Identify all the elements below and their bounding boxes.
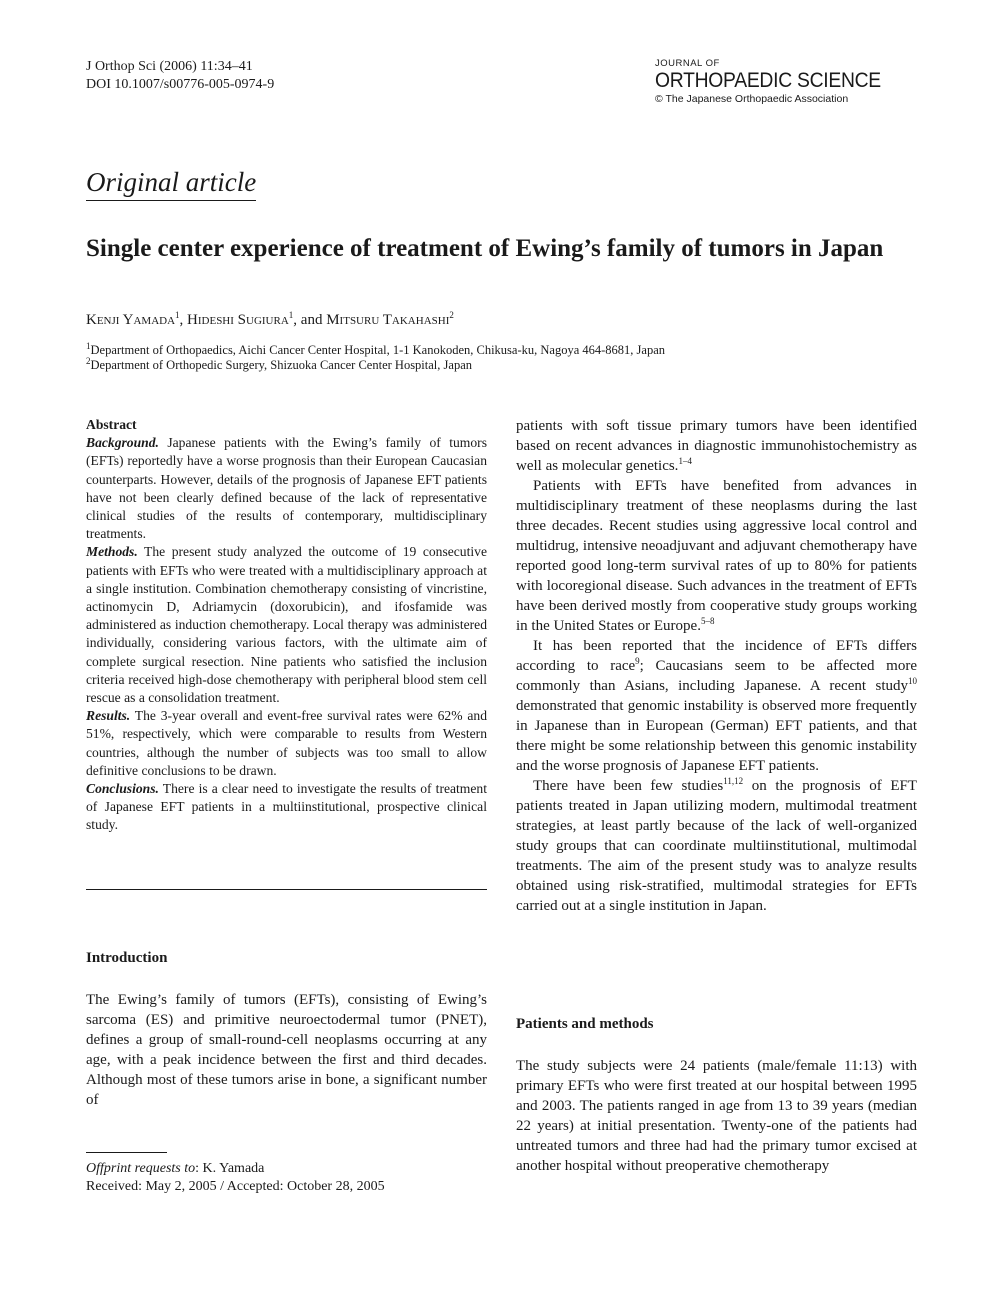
author-separator: , and bbox=[293, 312, 327, 328]
article-title: Single center experience of treatment of Ewing’s family of tumors in Japan bbox=[86, 235, 884, 262]
abstract bbox=[86, 416, 487, 835]
paragraph-text: There have been few studies bbox=[533, 778, 724, 794]
right-column-body bbox=[516, 416, 917, 916]
offprint-label: Offprint requests to bbox=[86, 1161, 196, 1176]
reference-sup: 5–8 bbox=[700, 616, 715, 626]
affiliation-sup: 1 bbox=[86, 340, 91, 351]
introduction-paragraph: The Ewing’s family of tumors (EFTs), consisting of Ewing’s sarcoma (ES) and primitive neuroectodermal tumor (PNET), defines a group of small-round-cell neoplasms occurring at any age, with a peak incidence between the first and third decades. Although most of these tumors arise in bone, a significant number of bbox=[86, 992, 487, 1108]
results-label: Results. bbox=[86, 708, 131, 724]
body-paragraph bbox=[516, 636, 917, 776]
author-list bbox=[86, 311, 454, 329]
footnote-divider bbox=[86, 1152, 167, 1153]
doi-line: DOI 10.1007/s00776-005-0974-9 bbox=[86, 77, 275, 92]
author-affil-sup: 2 bbox=[449, 310, 454, 320]
affiliation-text: Department of Orthopedic Surgery, Shizuoka Cancer Center Hospital, Japan bbox=[90, 358, 472, 372]
patients-methods-body bbox=[516, 1056, 917, 1176]
article-type-label: Original article bbox=[86, 166, 256, 201]
journal-of-label: JOURNAL OF bbox=[655, 58, 720, 69]
background-text: Japanese patients with the Ewing’s family of tumors (EFTs) reportedly have a worse prognosis than their European Caucasian counterparts. However, details of the prognosis of Japanese EFT patients have not been clearly defined because of the lack of representative clinical studies of the results of contemporary, multidisciplinary treatments. bbox=[86, 435, 487, 542]
introduction-body bbox=[86, 990, 487, 1110]
offprint-name: : K. Yamada bbox=[195, 1161, 265, 1176]
journal-logo bbox=[655, 58, 901, 106]
author-name: Hideshi Sugiura bbox=[187, 312, 289, 328]
abstract-heading: Abstract bbox=[86, 417, 137, 432]
results-text: The 3-year overall and event-free survival rates were 62% and 51%, respectively, which were comparable to results from Western countries, although the number of subjects was too small to allow definitive conclusions to be drawn. bbox=[86, 708, 487, 778]
paragraph-text: Patients with EFTs have benefited from advances in multidisciplinary treatment of these neoplasms during the last three decades. Recent studies using aggressive local control and multidrug, intensive neoadjuvant and adjuvant chemotherapy have reported good long-term survival rates of up to 80% for patients with locoregional disease. Such advances in the treatment of EFTs have been derived mostly from cooperative study groups working in the United States or Europe. bbox=[516, 478, 917, 634]
abstract-methods bbox=[86, 543, 487, 707]
journal-name: ORTHOPAEDIC SCIENCE bbox=[655, 69, 881, 92]
paragraph-text: It has been reported that the incidence of EFTs differs according to race bbox=[516, 638, 917, 674]
paragraph-text: demonstrated that genomic instability is observed more frequently in Japanese than in European (German) EFT patients, and that there might be some relationship between this genomic instability and the worse prognosis of Japanese EFT patients. bbox=[516, 698, 917, 774]
author-name: Mitsuru Takahashi bbox=[326, 312, 450, 328]
footnotes bbox=[86, 1160, 385, 1196]
abstract-divider bbox=[86, 889, 487, 890]
reference-sup: 9 bbox=[635, 656, 640, 666]
conclusions-label: Conclusions. bbox=[86, 781, 159, 797]
affiliations bbox=[86, 340, 666, 373]
affiliation-line bbox=[86, 355, 665, 373]
methods-label: Methods. bbox=[86, 544, 138, 560]
affiliation-sup: 2 bbox=[86, 355, 91, 366]
affiliation-line bbox=[86, 340, 666, 358]
paragraph-text: on the prognosis of EFT patients treated in Japan utilizing modern, multimodal treatment strategies, at least partly because of the lack of well-organized study groups that can coordinate multiinstitutional, multimodal treatments. The aim of the present study was to analyze results obtained using risk-stratified, multimodal strategies for EFTs carried out at a single institution in Japan. bbox=[516, 778, 917, 914]
offprint-line bbox=[86, 1160, 385, 1178]
abstract-results bbox=[86, 707, 487, 780]
received-line: Received: May 2, 2005 / Accepted: October 28, 2005 bbox=[86, 1179, 385, 1194]
introduction-heading: Introduction bbox=[86, 950, 168, 966]
author-name: Kenji Yamada bbox=[86, 312, 176, 328]
reference-sup: 1–4 bbox=[678, 456, 692, 466]
journal-copyright: © The Japanese Orthopaedic Association bbox=[655, 93, 849, 105]
abstract-conclusions bbox=[86, 780, 487, 835]
citation-line: J Orthop Sci (2006) 11:34–41 bbox=[86, 59, 253, 74]
reference-sup: 10 bbox=[908, 676, 917, 686]
author-affil-sup: 1 bbox=[175, 310, 180, 320]
author-separator: , bbox=[179, 312, 188, 328]
methods-text: The present study analyzed the outcome of 19 consecutive patients with EFTs who were treated with a multidisciplinary approach at a single institution. Combination chemotherapy consisting of vincristine, actinomycin D, Adriamycin (doxorubicin), and ifosfamide was administered as induction chemotherapy. Local therapy was administered individually, considering various factors, with the ultimate aim of complete surgical resection. Nine patients who satisfied the inclusion criteria received high-dose chemotherapy with peripheral blood stem cell rescue as a consolidation treatment. bbox=[86, 544, 487, 706]
abstract-background bbox=[86, 434, 487, 543]
reference-sup: 11,12 bbox=[723, 776, 744, 786]
paragraph-text: patients with soft tissue primary tumors have been identified based on recent advances in diagnostic immunohistochemistry as well as molecular genetics. bbox=[516, 418, 917, 474]
body-paragraph bbox=[516, 476, 917, 636]
background-label: Background. bbox=[86, 435, 159, 451]
patients-methods-heading: Patients and methods bbox=[516, 1016, 654, 1032]
body-paragraph bbox=[516, 776, 917, 916]
body-paragraph bbox=[516, 416, 917, 476]
author-affil-sup: 1 bbox=[288, 310, 294, 320]
paragraph-text: ; Caucasians seem to be affected more commonly than Asians, including Japanese. A recent study bbox=[516, 658, 917, 694]
citation-block bbox=[86, 58, 274, 94]
affiliation-text: Department of Orthopaedics, Aichi Cancer Center Hospital, 1-1 Kanokoden, Chikusa-ku, Nagoya 464-8681, Japan bbox=[90, 343, 666, 357]
body-paragraph: The study subjects were 24 patients (male/female 11:13) with primary EFTs who were first treated at our hospital between 1995 and 2003. The patients ranged in age from 13 to 39 years (median 22 years) at initial presentation. Twenty-one of the patients had untreated tumors and three had had the primary tumor excised at another hospital without preoperative chemotherapy bbox=[516, 1058, 917, 1174]
conclusions-text: There is a clear need to investigate the results of treatment of Japanese EFT patients in a multiinstitutional, prospective clinical study. bbox=[86, 781, 487, 833]
